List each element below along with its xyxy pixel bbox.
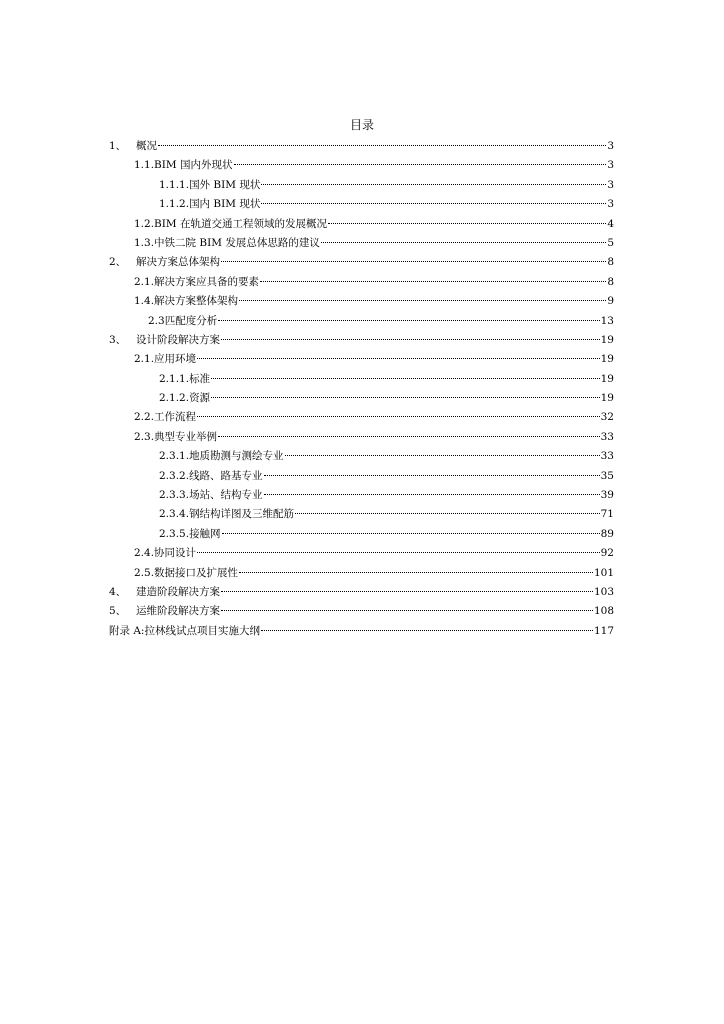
dot-leader [328, 223, 606, 224]
toc-entry-page: 4 [607, 217, 614, 230]
toc-entry-number: 2.1.1. [159, 372, 190, 385]
dot-leader [261, 630, 593, 631]
toc-entry-page: 19 [600, 333, 614, 346]
toc-entry-number: 2.1. [134, 275, 155, 288]
toc-entry-3-2-3-5[interactable] [109, 525, 614, 544]
toc-entry-page: 33 [600, 450, 614, 463]
toc-entry-page: 13 [600, 314, 614, 327]
toc-entry-number: 附录 A: [109, 624, 145, 637]
dot-leader [261, 184, 606, 185]
toc-entry-text: 建造阶段解决方案 [136, 585, 220, 598]
toc-entry-number: 1.4. [134, 295, 155, 308]
toc-entry-number: 2.3.3. [159, 489, 190, 502]
toc-entry-appendix-a[interactable] [109, 622, 614, 641]
toc-entry-1-1[interactable] [109, 156, 614, 175]
toc-entry-page: 3 [607, 178, 614, 191]
toc-entry-number: 1.2. [134, 217, 155, 230]
toc-entry-3-2-3[interactable] [109, 428, 614, 447]
toc-entry-2[interactable] [109, 253, 614, 272]
toc-entry-page: 19 [600, 392, 614, 405]
toc-entry-text: 拉林线试点项目实施大纲 [144, 624, 260, 637]
dot-leader [295, 513, 600, 514]
dot-leader [239, 300, 606, 301]
toc-entry-number: 2.1.2. [159, 392, 190, 405]
toc-entry-4[interactable] [109, 583, 614, 602]
toc-entry-page: 33 [600, 430, 614, 443]
toc-entry-3-2-3-1[interactable] [109, 447, 614, 466]
toc-entry-text: 典型专业举例 [154, 430, 218, 443]
toc-entry-page: 3 [607, 140, 614, 152]
toc-entry-page: 89 [600, 527, 614, 540]
dot-leader [218, 320, 599, 321]
toc-entry-text: 运维阶段解决方案 [136, 605, 220, 618]
toc-entry-text: 场站、结构专业 [189, 489, 263, 502]
toc-entry-page: 3 [607, 159, 614, 172]
toc-entry-page: 71 [600, 508, 614, 521]
toc-entry-3-2-5[interactable] [109, 564, 614, 583]
toc-entry-number: 4、 [109, 585, 127, 598]
dot-leader [264, 475, 600, 476]
toc-entry-page: 19 [600, 353, 614, 366]
toc-entry-2-3[interactable] [109, 312, 614, 331]
dot-leader [211, 397, 600, 398]
toc-entry-page: 103 [593, 585, 614, 598]
toc-entry-3-2-2[interactable] [109, 408, 614, 427]
toc-entry-5[interactable] [109, 602, 614, 621]
toc-entry-text: 概况 [136, 140, 157, 152]
toc-entry-number: 1.1. [134, 159, 155, 172]
dot-leader [260, 281, 606, 282]
toc-entry-number: 3、 [109, 333, 127, 346]
toc-entry-page: 92 [600, 547, 614, 560]
toc-entry-text: 匹配度分析 [164, 314, 218, 327]
toc-entry-number: 2.2. [134, 411, 155, 424]
dot-leader [158, 145, 606, 146]
toc-entry-text: 中铁二院 BIM 发展总体思路的建议 [154, 236, 320, 249]
toc-entry-3-2-1-1[interactable] [109, 370, 614, 389]
dot-leader [261, 203, 606, 204]
toc-entry-1-1-1[interactable] [109, 176, 614, 195]
dot-leader [197, 552, 600, 553]
toc-entry-page: 3 [607, 198, 614, 211]
dot-leader [264, 494, 600, 495]
toc-entry-text: BIM 在轨道交通工程领域的发展概况 [154, 217, 327, 230]
toc-entry-number: 1.1.1. [159, 178, 190, 191]
toc-entry-number: 1.1.2. [159, 198, 190, 211]
toc-entry-page: 101 [593, 566, 614, 579]
toc-entry-text: 钢结构详图及三维配筋 [189, 508, 295, 521]
toc-entry-number: 2.3 [148, 314, 165, 327]
toc-entry-3-2-3-2[interactable] [109, 467, 614, 486]
dot-leader [211, 378, 600, 379]
toc-entry-page: 8 [607, 256, 614, 269]
toc-entry-text: 国外 BIM 现状 [189, 178, 261, 191]
toc-entry-number: 2.3.2. [159, 469, 190, 482]
toc-entry-page: 8 [607, 275, 614, 288]
toc-entry-3-2-4[interactable] [109, 544, 614, 563]
toc-entry-number: 2.4. [134, 547, 155, 560]
toc-entry-number: 1、 [109, 140, 127, 152]
toc-entry-number: 2.3.4. [159, 508, 190, 521]
dot-leader [221, 610, 593, 611]
dot-leader [221, 591, 593, 592]
toc-entry-1[interactable] [109, 137, 614, 156]
toc-entry-number: 2.3.5. [159, 527, 190, 540]
toc-entry-3-2-3-3[interactable] [109, 486, 614, 505]
dot-leader [197, 358, 600, 359]
toc-entry-number: 2、 [109, 256, 127, 269]
toc-entry-text: 工作流程 [154, 411, 197, 424]
toc-entry-text: 设计阶段解决方案 [136, 333, 220, 346]
table-of-contents [109, 137, 614, 641]
toc-entry-number: 2.3.1. [159, 450, 190, 463]
dot-leader [321, 242, 606, 243]
dot-leader [197, 416, 600, 417]
toc-entry-page: 5 [607, 236, 614, 249]
toc-entry-2-1[interactable] [109, 273, 614, 292]
toc-entry-page: 117 [593, 624, 614, 637]
toc-entry-text: 资源 [189, 392, 211, 405]
dot-leader [218, 436, 600, 437]
dot-leader [221, 339, 600, 340]
toc-entry-1-3[interactable] [109, 234, 614, 253]
toc-entry-1-4[interactable] [109, 292, 614, 311]
toc-entry-text: 应用环境 [154, 353, 197, 366]
dot-leader [221, 261, 606, 262]
toc-entry-text: 解决方案整体架构 [154, 295, 239, 308]
toc-entry-number: 2.3. [134, 430, 155, 443]
toc-entry-page: 32 [600, 411, 614, 424]
toc-entry-text: 国内 BIM 现状 [189, 198, 261, 211]
toc-entry-text: 线路、路基专业 [189, 469, 263, 482]
toc-entry-number: 5、 [109, 605, 127, 618]
toc-entry-3-2-1[interactable] [109, 350, 614, 369]
toc-entry-1-2[interactable] [109, 215, 614, 234]
toc-entry-1-1-2[interactable] [109, 195, 614, 214]
toc-title: 目录 [349, 118, 374, 132]
toc-entry-3-2-3-4[interactable] [109, 505, 614, 524]
toc-entry-number: 2.5. [134, 566, 155, 579]
dot-leader [222, 533, 600, 534]
toc-entry-text: 解决方案总体架构 [136, 256, 220, 269]
toc-entry-page: 39 [600, 489, 614, 502]
dot-leader [239, 572, 593, 573]
toc-entry-text: 标准 [189, 372, 211, 385]
dot-leader [285, 455, 600, 456]
toc-entry-page: 35 [600, 469, 614, 482]
toc-entry-text: BIM 国内外现状 [154, 159, 233, 172]
toc-entry-3-2-1-2[interactable] [109, 389, 614, 408]
toc-entry-page: 19 [600, 372, 614, 385]
toc-entry-number: 1.3. [134, 236, 155, 249]
toc-entry-text: 协同设计 [154, 547, 197, 560]
toc-entry-page: 108 [593, 605, 614, 618]
toc-entry-text: 解决方案应具备的要素 [154, 275, 260, 288]
toc-entry-text: 数据接口及扩展性 [154, 566, 239, 579]
dot-leader [234, 164, 607, 165]
toc-entry-number: 2.1. [134, 353, 155, 366]
toc-entry-text: 接触网 [189, 527, 221, 540]
toc-entry-3[interactable] [109, 331, 614, 350]
toc-entry-page: 9 [607, 295, 614, 308]
toc-entry-text: 地质勘测与测绘专业 [189, 450, 284, 463]
